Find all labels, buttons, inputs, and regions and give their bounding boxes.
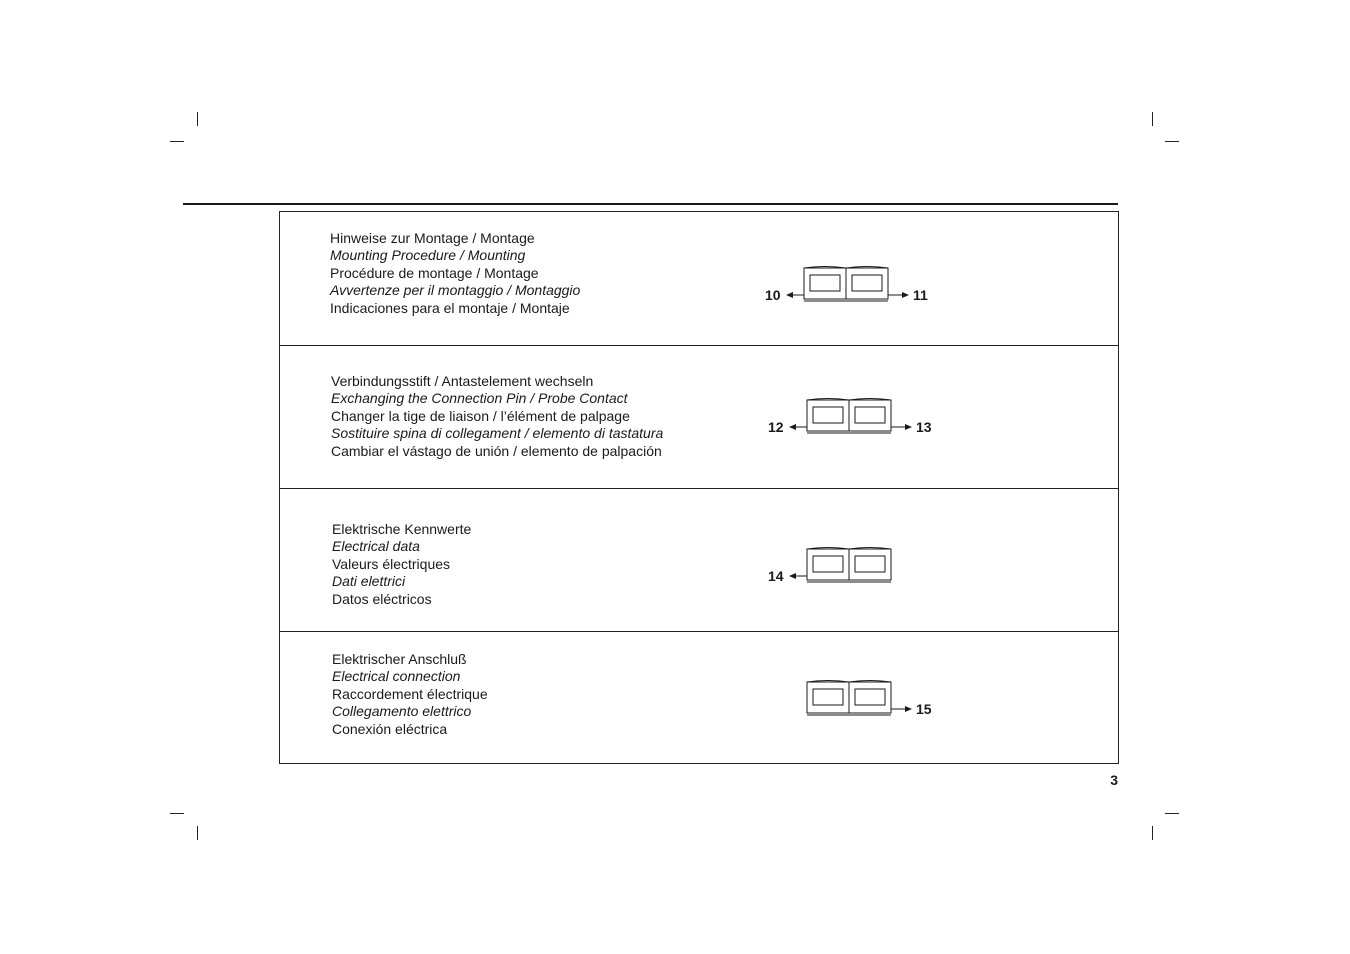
title-fr: Changer la tige de liaison / l’élément de palpage — [331, 407, 630, 424]
title-de: Verbindungsstift / Antastelement wechseln — [331, 373, 594, 389]
crop-mark — [1165, 813, 1179, 814]
title-it: Sostituire spina di collegament / elemento di tastatura — [331, 425, 664, 442]
title-en: Exchanging the Connection Pin / Probe Contact — [331, 390, 628, 407]
section-title-lines — [331, 373, 663, 460]
title-en: Electrical data — [332, 538, 420, 555]
section-mounting — [280, 212, 1118, 345]
section-title-lines — [332, 521, 471, 608]
title-en: Electrical connection — [332, 668, 461, 685]
page-ref-right[interactable]: 15 — [916, 701, 932, 717]
title-es: Conexión eléctrica — [332, 720, 448, 737]
title-es: Indicaciones para el montaje / Montaje — [330, 299, 570, 316]
title-es: Datos eléctricos — [332, 590, 432, 607]
title-it: Dati elettrici — [332, 573, 406, 590]
title-de: Elektrischer Anschluß — [332, 651, 467, 667]
open-book-icon — [763, 394, 943, 439]
page-ref-left[interactable]: 12 — [768, 419, 784, 435]
section-electrical-connection — [280, 631, 1118, 764]
title-fr: Valeurs électriques — [332, 555, 451, 572]
crop-mark — [1152, 112, 1153, 126]
open-book-icon — [763, 543, 943, 588]
open-book-icon — [760, 262, 940, 307]
crop-mark — [197, 112, 198, 126]
crop-mark — [1165, 141, 1179, 142]
page-ref-right[interactable]: 11 — [913, 287, 928, 303]
page-ref-right[interactable]: 13 — [916, 419, 932, 435]
contents-table — [279, 211, 1119, 764]
section-electrical-data — [280, 488, 1118, 632]
header-rule — [183, 203, 1118, 205]
section-title-lines — [330, 230, 580, 317]
title-es: Cambiar el vástago de unión / elemento de palpación — [331, 442, 662, 459]
title-it: Avvertenze per il montaggio / Montaggio — [330, 282, 581, 299]
page-ref-left[interactable]: 14 — [768, 568, 784, 584]
title-de: Hinweise zur Montage / Montage — [330, 230, 535, 246]
title-fr: Raccordement électrique — [332, 685, 488, 702]
crop-mark — [197, 826, 198, 840]
section-title-lines — [332, 651, 488, 738]
crop-mark — [170, 813, 184, 814]
title-fr: Procédure de montage / Montage — [330, 264, 539, 281]
page-number: 3 — [1110, 772, 1118, 788]
page-ref-left[interactable]: 10 — [765, 287, 781, 303]
section-exchange-pin — [280, 345, 1118, 489]
open-book-icon — [763, 676, 943, 721]
crop-mark — [1152, 826, 1153, 840]
title-de: Elektrische Kennwerte — [332, 521, 472, 537]
crop-mark — [170, 141, 184, 142]
title-it: Collegamento elettrico — [332, 703, 472, 720]
title-en: Mounting Procedure / Mounting — [330, 247, 526, 264]
